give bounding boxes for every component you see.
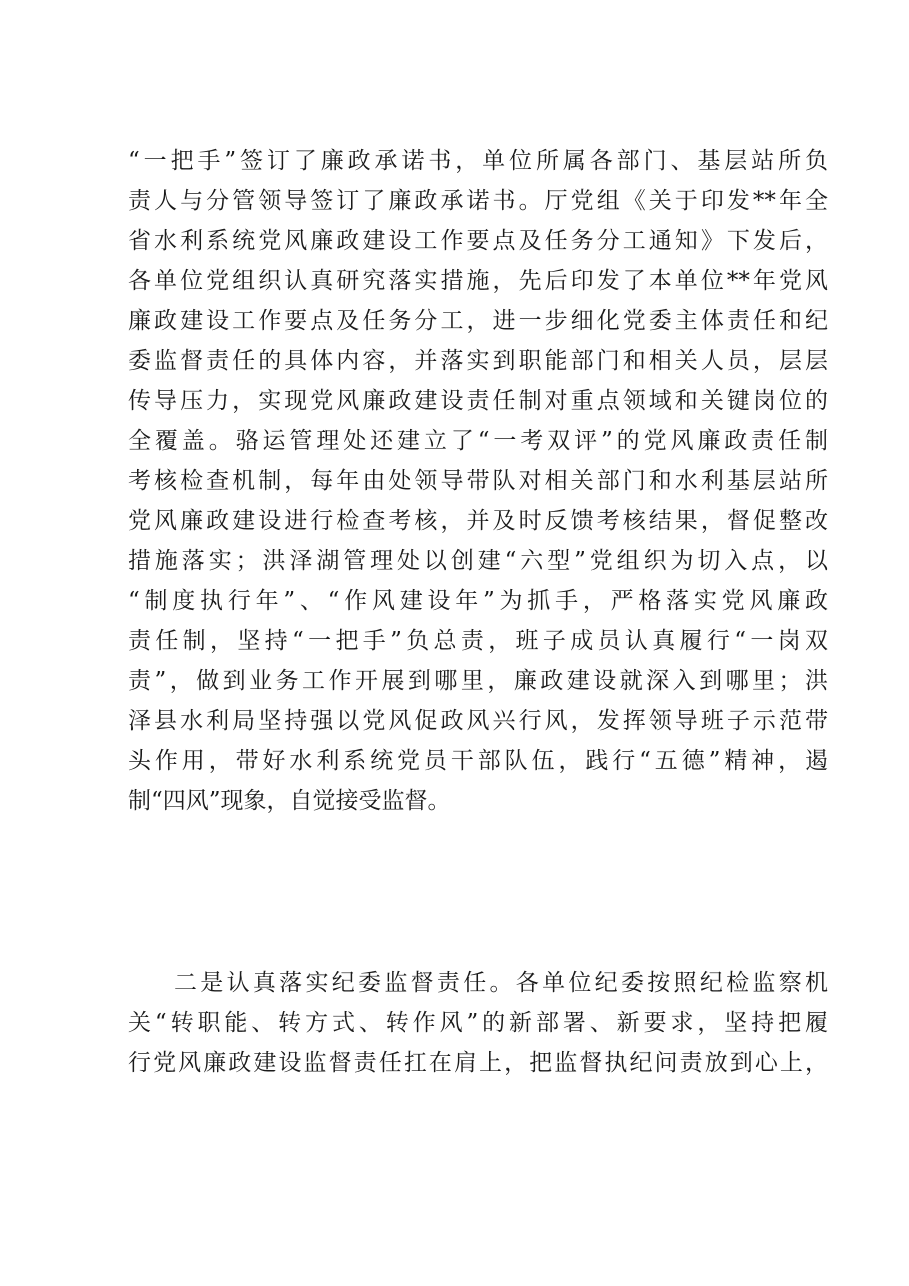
paragraph-line: 各单位党组织认真研究落实措施，先后印发了本单位**年党风	[128, 268, 828, 294]
paragraph-line: 制“四风”现象，自觉接受监督。	[128, 788, 451, 814]
paragraph-line: 省水利系统党风廉政建设工作要点及任务分工通知》下发后，	[128, 228, 828, 254]
paragraph-line: 责”，做到业务工作开展到哪里，廉政建设就深入到哪里；洪	[128, 668, 828, 694]
body-paragraph	[128, 141, 828, 821]
paragraph-line: 传导压力，实现党风廉政建设责任制对重点领域和关键岗位的	[128, 388, 828, 414]
paragraph-line: 委监督责任的具体内容，并落实到职能部门和相关人员，层层	[128, 348, 828, 374]
paragraph-line: 泽县水利局坚持强以党风促政风兴行风，发挥领导班子示范带	[128, 708, 828, 734]
paragraph-line: 头作用，带好水利系统党员干部队伍，践行“五德”精神，遏	[128, 748, 828, 774]
paragraph-line: 廉政建设工作要点及任务分工，进一步细化党委主体责任和纪	[128, 308, 828, 334]
paragraph-line: 二是认真落实纪委监督责任。各单位纪委按照纪检监察机	[174, 970, 828, 996]
paragraph-line: 行党风廉政建设监督责任扛在肩上，把监督执纪问责放到心上，	[128, 1050, 828, 1076]
paragraph-line: 关“转职能、转方式、转作风”的新部署、新要求，坚持把履	[128, 1010, 828, 1036]
paragraph-line: 党风廉政建设进行检查考核，并及时反馈考核结果，督促整改	[128, 508, 828, 534]
paragraph-line: 责人与分管领导签订了廉政承诺书。厅党组《关于印发**年全	[128, 188, 828, 214]
paragraph-line: “制度执行年”、“作风建设年”为抓手，严格落实党风廉政	[128, 588, 828, 614]
paragraph-line: “一把手”签订了廉政承诺书，单位所属各部门、基层站所负	[128, 148, 828, 174]
body-paragraph	[128, 963, 828, 1083]
paragraph-line: 责任制，坚持“一把手”负总责，班子成员认真履行“一岗双	[128, 628, 828, 654]
paragraph-line: 考核检查机制，每年由处领导带队对相关部门和水利基层站所	[128, 468, 828, 494]
paragraph-line: 全覆盖。骆运管理处还建立了“一考双评”的党风廉政责任制	[128, 428, 828, 454]
paragraph-line: 措施落实；洪泽湖管理处以创建“六型”党组织为切入点，以	[128, 548, 828, 574]
